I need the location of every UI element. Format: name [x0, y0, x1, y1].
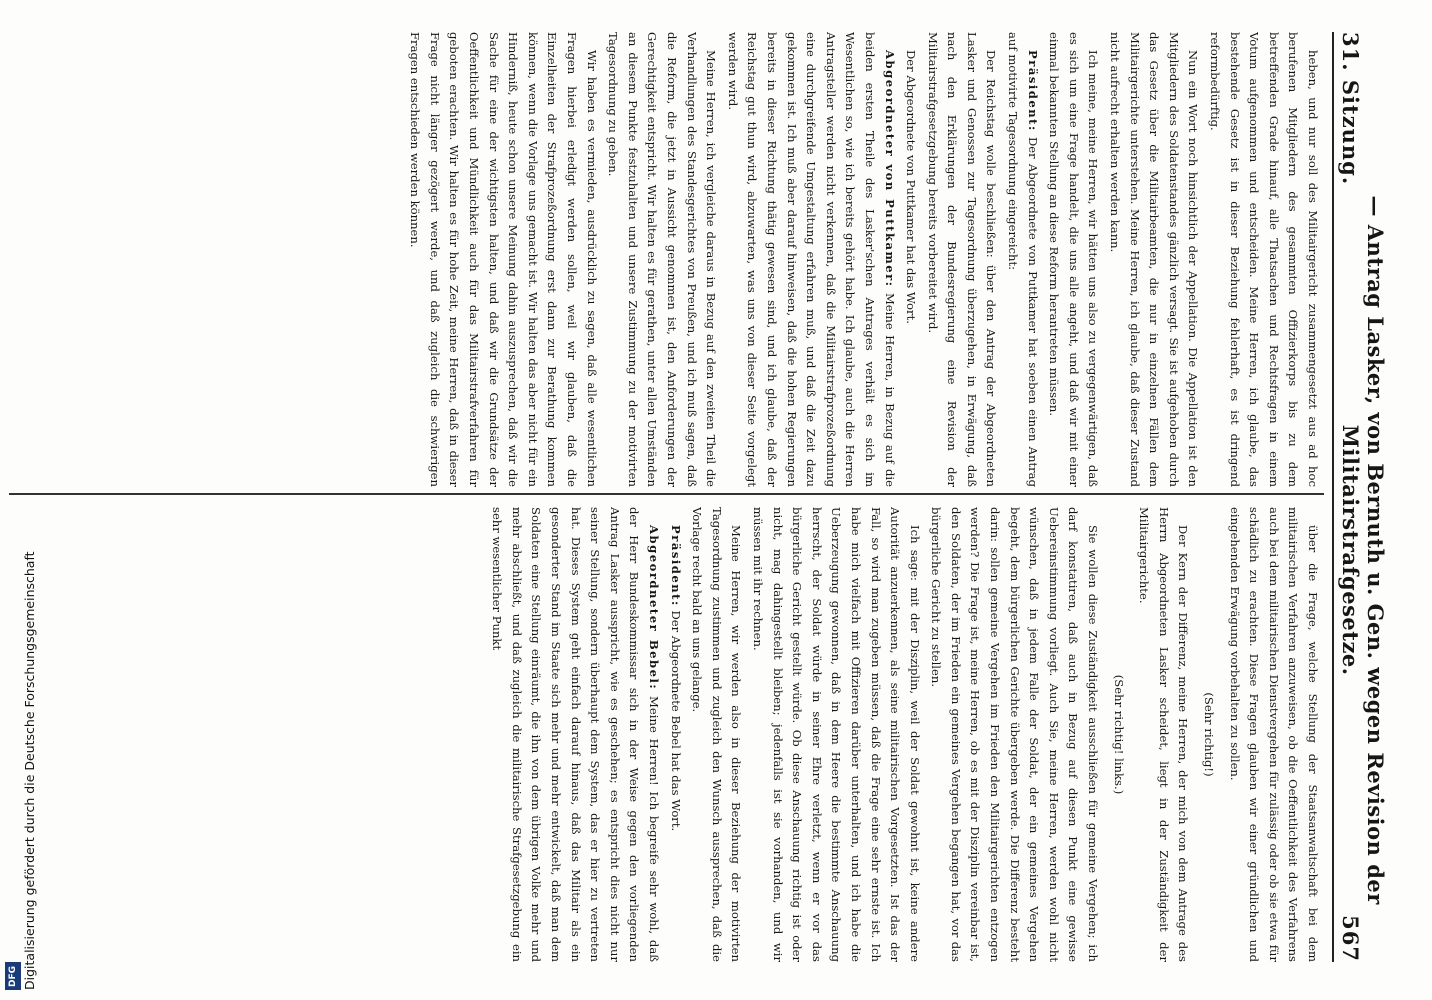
- speech-block: [1003, 32, 1042, 487]
- paragraph: Meine Herren, wir werden also in dieser Beziehung der motivirten Tagesordnung zustimmen und zugleich den Wunsch aussprechen, daß die Vorlage recht bald an uns gelange.: [690, 507, 744, 962]
- speech-block: [665, 507, 685, 962]
- credit-text: Digitalisierung gefördert durch die Deutsche Forschungsgemeinschaft: [22, 551, 37, 990]
- speaker-label: Abgeordneter Bebel:: [647, 525, 661, 691]
- page-title: — Antrag Lasker, von Bernuth u. Gen. wegen Revision der Militairstrafgesetze.: [1338, 195, 1388, 905]
- digitization-credit: [2, 0, 37, 1000]
- speech-block: [722, 32, 898, 487]
- paragraph: heben, und nur soll des Militairgericht zusammengesetzt aus ad hoc berufenen Mitgliedern des gesammten Offizierkorps bis zu dem betreffenden Grade hinauf, alle Thatsachen und Rechtsfragen in einem Votum aufgenommen und entscheiden. Meine Herren, ich glaube, das bestehende Gesetz ist in dieser Beziehung fehlerhaft, es ist dringend reformbedürftig.: [1208, 32, 1320, 487]
- speech-text: Meine Herren! Ich begreife sehr wohl, daß der Herr Bundeskommissar sich in der Weise gegen den vorliegenden Antrag Lasker ausspricht, wie es geschehen; es entspricht dies nicht nur seiner Stellung, sondern überhaupt dem System, das er hier zu vertreten hat. Dieses System geht einfach darauf hinaus, daß das Militair als ein gesonderter Stand im Staate sich mehr und mehr entwickelt, daß man dem Soldaten eine Stellung einräumt, die ihn von dem übrigen Volke mehr und mehr abschließt, und daß zugleich die militairische Strafgesetzgebung ein sehr wesentlicher Punkt: [490, 507, 661, 962]
- paragraph: Der Abgeordnete von Puttkamer hat das Wort.: [904, 50, 919, 324]
- speech-block: [487, 507, 663, 962]
- session-label: 31. Sitzung.: [1338, 32, 1363, 186]
- paragraph: Der Reichstag wolle beschließen: über den Antrag der Abgeordneten Lasker und Genossen zur Tagesordnung überzugehen, in Erwägung, daß nach den Erklärungen der Bundesregierung eine Revision der Militairstrafgesetzgebung bereits vorbereitet wird.: [925, 32, 999, 487]
- paragraph: über die Frage, welche Stellung der Staatsanwaltschaft bei dem militairischen Verfahren anzuweisen, ob die Oeffentlichkeit des Verfahrens auch bei dem militairischen Dienstvergehen für zulässig oder ob sie etwa für schädlich zu erachten. Diese Fragen glauben wir einer gründlichen und eingehenden Erwägung vorbehalten zu sollen.: [1227, 507, 1320, 962]
- speech-text: Meine Herren, in Bezug auf die beiden ersten Theile des Lasker'schen Antrages verhält es sich im Wesentlichen so, wie ich bereits gehört habe. Ich glaube, auch die Herren Antragsteller werden nicht verkennen, daß die Militairstrafprozeßordnung eine durchgreifende Umgestaltung erfahren muß, und daß die Zeit dazu gekommen ist. Ich muß aber darauf hinweisen, daß die hohen Regierungen bereits in dieser Richtung thätig gewesen sind, und ich glaube, daß der Reichstag gut thun wird, abzuwarten, was uns von dieser Seite vorgelegt werden wird.: [725, 32, 897, 487]
- paragraph: Sie wollen diese Zuständigkeit ausschließen für gemeine Vergehen; ich darf konstatiren, daß auch in Bezug auf diesen Punkt eine gewisse Uebereinstimmung vorliegt. Auch Sie, meine Herren, werden wohl nicht wünschen, daß in jedem Falle der Soldat, der ein gemeines Vergehen begeht, dem bürgerlichen Gerichte übergeben werde. Die Differenz besteht darin: sollen gemeine Vergehen im Frieden den Militairgerichten entzogen werden? Die Frage ist, meine Herren, ob es mit der Disziplin vereinbar ist, den Soldaten, der im Frieden ein gemeines Vergehen begangen hat, vor das bürgerliche Gericht zu stellen.: [929, 507, 1101, 962]
- speaker-label: Präsident:: [668, 525, 683, 607]
- speech-text: Der Abgeordnete von Puttkamer hat soeben einen Antrag auf motivirte Tagesordnung eingereicht:: [1006, 32, 1040, 487]
- right-column: [12, 507, 1322, 962]
- applause-note: (Sehr richtig! links.): [1111, 674, 1126, 795]
- paragraph: Der Kern der Differenz, meine Herren, der mich von dem Antrage des Herrn Abgeordneten Lasker scheidet, liegt in der Zuständigkeit der Militairgerichte.: [1137, 507, 1191, 962]
- left-column: [12, 32, 1322, 487]
- paragraph: Ich sage: mit der Disziplin, weil der Soldat gewohnt ist, keine andere Autorität anzuerkennen, als seine militairischen Vorgesetzten. Ist das der Fall, so wird man zugeben müssen, daß die Frage eine sehr ernste ist. Ich habe mich vielfach mit Offizieren darüber unterhalten, und ich habe die Ueberzeugung gewonnen, daß in dem Heere die bestimmte Anschauung herrscht, der Soldat würde in seiner Ehre verletzt, wenn er vor das bürgerliche Gericht gestellt würde. Ob diese Anschauung richtig ist oder nicht, mag dahingestellt bleiben; jedenfalls ist sie vorhanden, und wir müssen mit ihr rechnen.: [750, 507, 922, 962]
- page-header: [1332, 32, 1388, 962]
- speaker-label: Präsident:: [1025, 50, 1040, 132]
- speaker-label: Abgeordneter von Puttkamer:: [882, 50, 897, 288]
- paragraph: Ich meine, meine Herren, wir hätten uns also zu vergegenwärtigen, daß es sich um eine Frage handelt, die uns alle angeht, und daß wir mit einer einmal bekannten Stellung an diese Reform herantreten müssen.: [1047, 32, 1101, 487]
- paragraph: Meine Herren, ich vergleiche daraus in Bezug auf den zweiten Theil die Verhandlungen des Standesgerichtes von Preußen, und ich muß sagen, daß die Reform, die jetzt in Aussicht genommen ist, den Anforderungen der Gerechtigkeit entspricht. Wir halten es für gerathen, unter allen Umständen an diesem Punkte festzuhalten und unsere Zustimmung zu der motivirten Tagesordnung zu geben.: [606, 32, 719, 487]
- page-number: 567: [1338, 915, 1363, 962]
- speech-text: Der Abgeordnete Bebel hat das Wort.: [668, 610, 683, 832]
- paragraph: Nun ein Wort noch hinsichtlich der Appellation. Die Appellation ist den Mitgliedern des Soldatenstandes gänzlich versagt. Sie ist aufgehoben durch das Gesetz über die Militairbeamten, die nur in einzelnen Fällen dem Militairgerichte unterstehen. Meine Herren, ich glaube, daß dieser Zustand nicht aufrecht erhalten werden kann.: [1108, 32, 1201, 487]
- applause-note: (Sehr richtig!): [1202, 692, 1217, 777]
- dfg-logo: DFG: [5, 962, 21, 990]
- paragraph: Wir haben es vermieden, ausdrücklich zu sagen, daß alle wesentlichen Fragen hierbei erledigt werden sollen, weil wir glauben, daß die Einzelheiten der Strafprozeßordnung erst dann zur Berathung kommen können, wenn die Vorlage uns gemacht ist. Wir halten das aber nicht für ein Hinderniß, heute schon unsere Meinung dahin auszusprechen, daß wir die Sache für eine der wichtigsten halten, und daß wir die Grundsätze der Oeffentlichkeit und Mündlichkeit auch für das Militairstrafverfahren für geboten erachten. Wir halten es für hohe Zeit, meine Herren, daß in dieser Frage nicht länger gezögert werde, und daß zugleich die schwierigen Fragen entschieden werden können.: [408, 32, 599, 487]
- column-divider: [9, 493, 1324, 495]
